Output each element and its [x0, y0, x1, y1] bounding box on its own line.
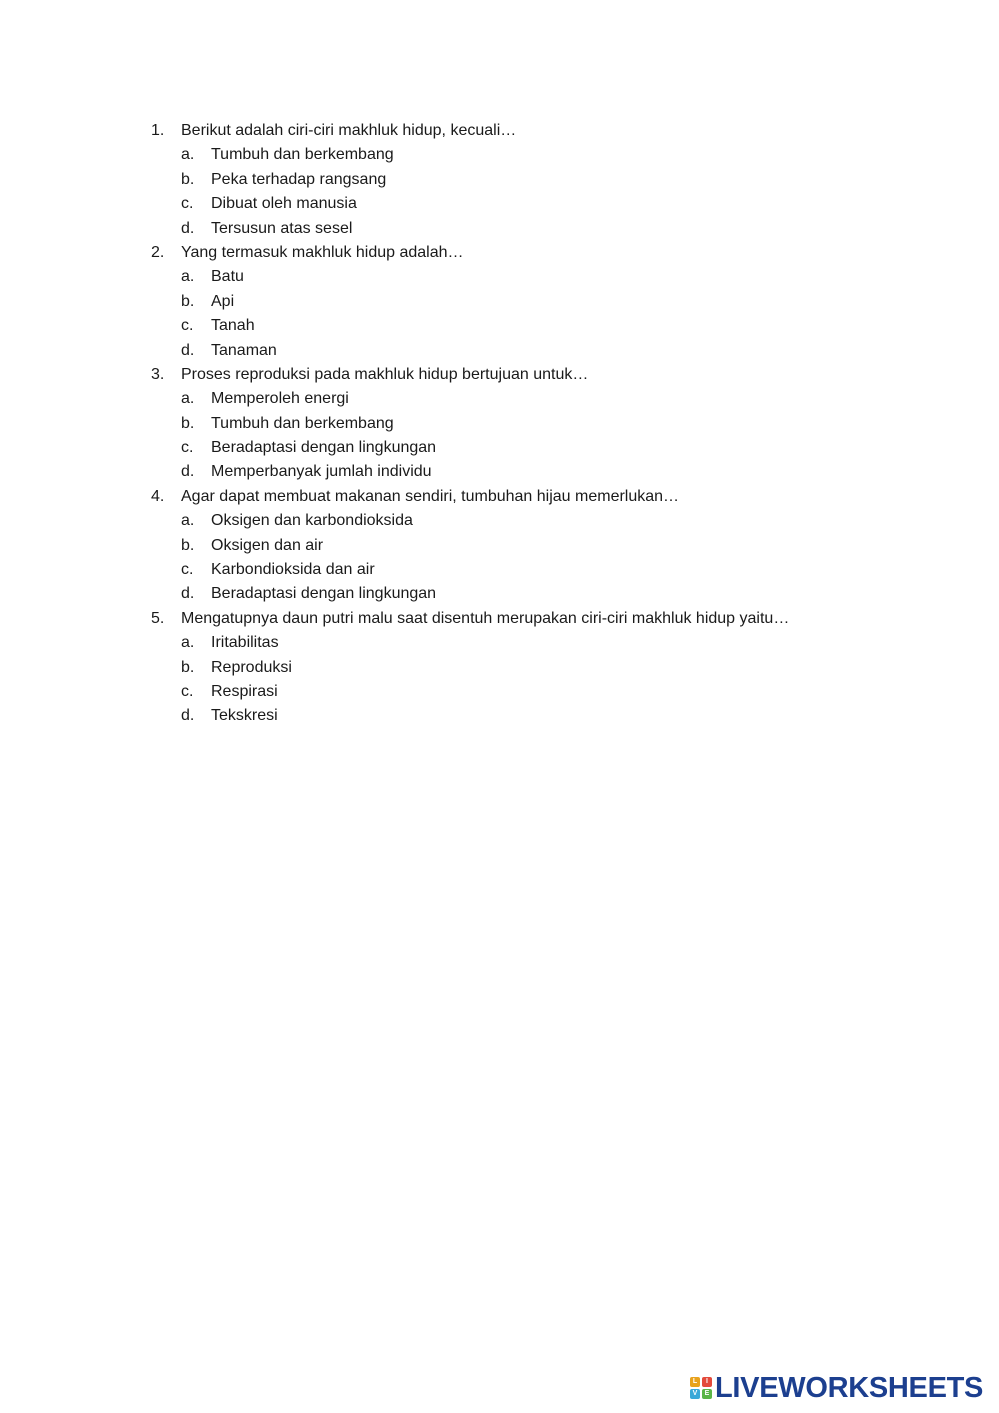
liveworksheets-logo [690, 1372, 983, 1404]
option-5b[interactable] [151, 656, 951, 680]
option-text: Peka terhadap rangsang [211, 170, 387, 188]
option-letter: c. [181, 195, 194, 213]
option-2a[interactable] [151, 265, 951, 289]
option-letter: a. [181, 634, 195, 652]
option-3c[interactable] [151, 436, 951, 460]
option-3a[interactable] [151, 387, 951, 411]
option-letter: b. [181, 536, 195, 554]
option-3d[interactable] [151, 460, 951, 484]
option-letter: b. [181, 170, 195, 188]
option-letter: a. [181, 146, 195, 164]
quiz-list [151, 119, 951, 729]
option-5d[interactable] [151, 704, 951, 728]
question-4 [151, 485, 951, 509]
question-number: 4. [151, 487, 165, 505]
option-letter: d. [181, 707, 195, 725]
mark-tile: I [702, 1377, 712, 1387]
option-letter: a. [181, 268, 195, 286]
option-1a[interactable] [151, 143, 951, 167]
option-text: Beradaptasi dengan lingkungan [211, 585, 437, 603]
liveworksheets-mark-icon [690, 1377, 712, 1399]
option-1d[interactable] [151, 217, 951, 241]
question-number: 1. [151, 122, 165, 139]
option-4a[interactable] [151, 509, 951, 533]
option-text: Reproduksi [211, 658, 292, 676]
option-2b[interactable] [151, 290, 951, 314]
option-4d[interactable] [151, 582, 951, 606]
option-letter: b. [181, 292, 195, 310]
question-text: Proses reproduksi pada makhluk hidup bertujuan untuk… [181, 365, 589, 383]
question-2 [151, 241, 951, 265]
option-letter: a. [181, 390, 195, 408]
option-text: Memperbanyak jumlah individu [211, 463, 432, 481]
option-letter: d. [181, 219, 195, 237]
option-text: Tanah [211, 317, 255, 335]
option-text: Tersusun atas sesel [211, 219, 353, 237]
question-text: Berikut adalah ciri-ciri makhluk hidup, kecuali… [181, 122, 517, 139]
option-text: Memperoleh energi [211, 390, 349, 408]
option-3b[interactable] [151, 412, 951, 436]
option-letter: d. [181, 463, 195, 481]
question-number: 5. [151, 609, 165, 627]
option-text: Tanaman [211, 341, 277, 359]
option-letter: a. [181, 512, 195, 530]
option-letter: b. [181, 658, 195, 676]
question-3 [151, 363, 951, 387]
question-number: 2. [151, 243, 165, 261]
option-1b[interactable] [151, 168, 951, 192]
option-letter: c. [181, 682, 194, 700]
option-text: Oksigen dan karbondioksida [211, 512, 413, 530]
option-letter: b. [181, 414, 195, 432]
question-text: Yang termasuk makhluk hidup adalah… [181, 243, 464, 261]
option-2d[interactable] [151, 339, 951, 363]
option-letter: c. [181, 317, 194, 335]
option-letter: c. [181, 561, 194, 579]
option-text: Tumbuh dan berkembang [211, 146, 394, 164]
option-text: Dibuat oleh manusia [211, 195, 357, 213]
option-4c[interactable] [151, 558, 951, 582]
option-text: Tekskresi [211, 707, 278, 725]
question-1 [151, 119, 951, 143]
option-text: Iritabilitas [211, 634, 279, 652]
option-text: Tumbuh dan berkembang [211, 414, 394, 432]
option-5a[interactable] [151, 631, 951, 655]
option-text: Oksigen dan air [211, 536, 324, 554]
option-5c[interactable] [151, 680, 951, 704]
option-text: Api [211, 292, 235, 310]
option-1c[interactable] [151, 192, 951, 216]
mark-tile: V [690, 1389, 700, 1399]
option-2c[interactable] [151, 314, 951, 338]
option-text: Karbondioksida dan air [211, 561, 375, 579]
option-letter: d. [181, 585, 195, 603]
option-text: Beradaptasi dengan lingkungan [211, 439, 437, 457]
option-text: Respirasi [211, 682, 278, 700]
question-number: 3. [151, 365, 165, 383]
mark-tile: E [702, 1389, 712, 1399]
option-letter: c. [181, 439, 194, 457]
option-letter: d. [181, 341, 195, 359]
logo-text: LIVEWORKSHEETS [715, 1371, 984, 1404]
question-text: Agar dapat membuat makanan sendiri, tumbuhan hijau memerlukan… [181, 487, 680, 505]
question-text: Mengatupnya daun putri malu saat disentuh merupakan ciri-ciri makhluk hidup yaitu… [181, 609, 790, 627]
mark-tile: L [690, 1377, 700, 1387]
question-5 [151, 607, 951, 631]
option-text: Batu [211, 268, 244, 286]
option-4b[interactable] [151, 534, 951, 558]
